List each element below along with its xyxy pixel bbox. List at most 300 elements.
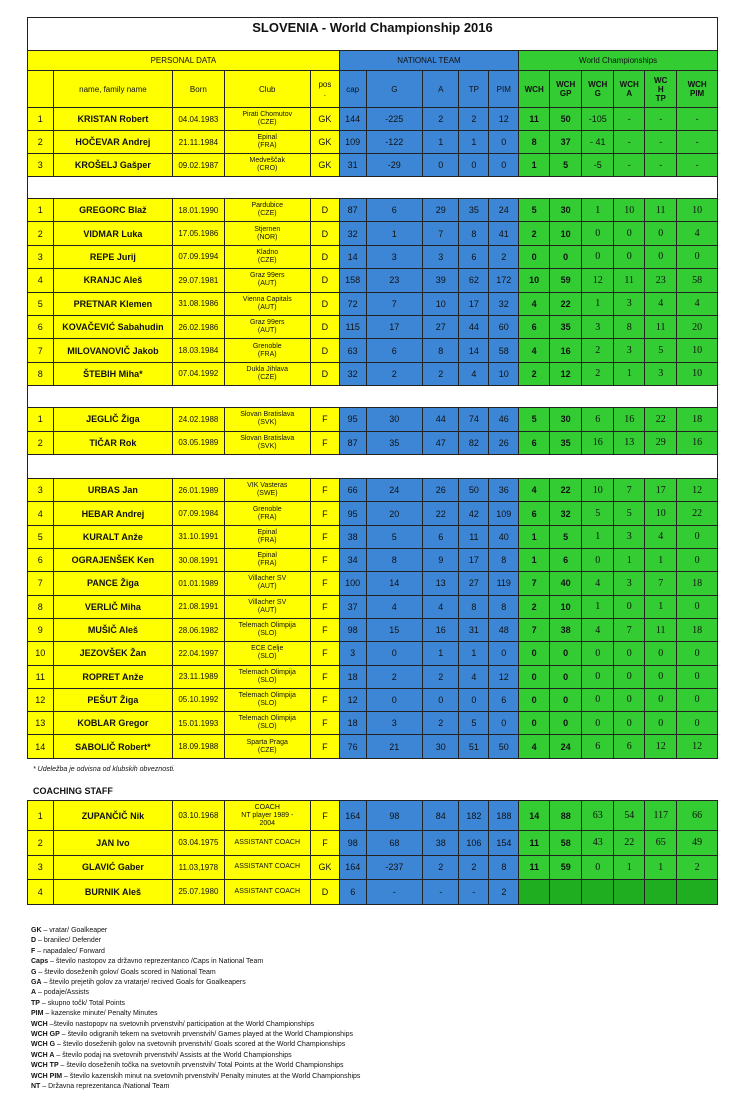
column-header-wpim: WCH PIM bbox=[677, 71, 718, 108]
cell-cap: 14 bbox=[339, 245, 366, 268]
title-row bbox=[28, 18, 718, 51]
cell-born: 01.01.1989 bbox=[173, 572, 224, 595]
player-row bbox=[28, 222, 718, 245]
cell-pim: 12 bbox=[489, 665, 519, 688]
column-header-a: A bbox=[423, 71, 459, 108]
legend-abbreviation: WCH G bbox=[31, 1041, 56, 1049]
cell-born: 07.04.1992 bbox=[173, 362, 224, 385]
cell-wch: 2 bbox=[519, 362, 550, 385]
cell-wtp: 22 bbox=[645, 408, 677, 432]
spacer-row bbox=[28, 177, 718, 199]
cell-g: -237 bbox=[366, 855, 423, 880]
legend-item bbox=[31, 1040, 360, 1050]
column-header-gp: WCH GP bbox=[550, 71, 582, 108]
cell-name: KOBLAR Gregor bbox=[53, 712, 173, 735]
cell-n: 8 bbox=[28, 595, 54, 618]
abbreviation-legend bbox=[31, 926, 360, 1093]
cell-wg: - 41 bbox=[582, 131, 614, 154]
legend-abbreviation: TP bbox=[31, 999, 40, 1007]
cell-pos: F bbox=[311, 735, 340, 758]
cell-wg: 1 bbox=[582, 595, 614, 618]
cell-born: 23.11.1989 bbox=[173, 665, 224, 688]
cell-born: 18.03.1984 bbox=[173, 339, 224, 362]
cell-n: 13 bbox=[28, 712, 54, 735]
cell-a: 0 bbox=[423, 688, 459, 711]
column-header-g: G bbox=[366, 71, 423, 108]
cell-wpim: 0 bbox=[677, 665, 718, 688]
cell-gp: 32 bbox=[550, 502, 582, 525]
cell-wch: 14 bbox=[519, 801, 550, 831]
cell-wch: 8 bbox=[519, 131, 550, 154]
player-row bbox=[28, 408, 718, 432]
cell-born: 15.01.1993 bbox=[173, 712, 224, 735]
cell-tp: 51 bbox=[459, 735, 489, 758]
cell-name: JEGLIČ Žiga bbox=[53, 408, 173, 432]
legend-description: – število doseženih golov/ Goals scored in National Team bbox=[36, 968, 216, 976]
cell-g: -29 bbox=[366, 154, 423, 177]
cell-cap: 164 bbox=[339, 855, 366, 880]
cell-club: Grenoble (FRA) bbox=[224, 502, 311, 525]
cell-wtp: - bbox=[645, 131, 677, 154]
cell-n: 6 bbox=[28, 549, 54, 572]
cell-tp: 1 bbox=[459, 131, 489, 154]
cell-wa: 3 bbox=[614, 572, 645, 595]
cell-wch: 7 bbox=[519, 572, 550, 595]
cell-g: 68 bbox=[366, 831, 423, 856]
cell-cap: 3 bbox=[339, 642, 366, 665]
legend-abbreviation: D bbox=[31, 937, 37, 945]
legend-abbreviation: WCH bbox=[31, 1020, 48, 1028]
cell-cap: 37 bbox=[339, 595, 366, 618]
cell-born: 30.08.1991 bbox=[173, 549, 224, 572]
cell-a: 4 bbox=[423, 595, 459, 618]
cell-gp: 16 bbox=[550, 339, 582, 362]
cell-born: 31.08.1986 bbox=[173, 292, 224, 315]
cell-tp: 2 bbox=[459, 855, 489, 880]
cell-n: 1 bbox=[28, 408, 54, 432]
cell-tp: 4 bbox=[459, 665, 489, 688]
legend-abbreviation: Caps bbox=[31, 958, 49, 966]
cell-club: Villacher SV (AUT) bbox=[224, 595, 311, 618]
cell-wtp: 0 bbox=[645, 642, 677, 665]
column-header-number bbox=[28, 71, 54, 108]
cell-name: VIDMAR Luka bbox=[53, 222, 173, 245]
legend-description: – Državna reprezentanca /National Team bbox=[40, 1083, 170, 1091]
legend-item bbox=[31, 968, 360, 978]
cell-wch: 11 bbox=[519, 855, 550, 880]
cell-wtp: 65 bbox=[645, 831, 677, 856]
cell-gp: 6 bbox=[550, 549, 582, 572]
cell-wg bbox=[582, 880, 614, 905]
cell-wg: 0 bbox=[582, 665, 614, 688]
cell-a: 6 bbox=[423, 525, 459, 548]
cell-wg: 0 bbox=[582, 222, 614, 245]
cell-born: 18.01.1990 bbox=[173, 199, 224, 222]
cell-cap: 76 bbox=[339, 735, 366, 758]
cell-g: 0 bbox=[366, 642, 423, 665]
cell-wa: 6 bbox=[614, 735, 645, 758]
cell-wa: 0 bbox=[614, 245, 645, 268]
cell-wch: 0 bbox=[519, 245, 550, 268]
cell-pos: F bbox=[311, 479, 340, 502]
cell-tp: 106 bbox=[459, 831, 489, 856]
cell-born: 29.07.1981 bbox=[173, 269, 224, 292]
player-row bbox=[28, 735, 718, 758]
cell-n: 1 bbox=[28, 108, 54, 131]
player-row bbox=[28, 502, 718, 525]
cell-a: 9 bbox=[423, 549, 459, 572]
cell-gp: 38 bbox=[550, 618, 582, 641]
cell-wch: 5 bbox=[519, 199, 550, 222]
player-row bbox=[28, 831, 718, 856]
cell-name: GLAVIĆ Gaber bbox=[53, 855, 173, 880]
cell-tp: 31 bbox=[459, 618, 489, 641]
cell-tp: 42 bbox=[459, 502, 489, 525]
cell-wa: 3 bbox=[614, 292, 645, 315]
cell-club: VIK Vasteras (SWE) bbox=[224, 479, 311, 502]
cell-wpim: 66 bbox=[677, 801, 718, 831]
cell-club: Pirati Chomutov (CZE) bbox=[224, 108, 311, 131]
spacer-cell bbox=[28, 455, 718, 479]
cell-name: OGRAJENŠEK Ken bbox=[53, 549, 173, 572]
legend-item bbox=[31, 1061, 360, 1071]
cell-a: 3 bbox=[423, 245, 459, 268]
player-row bbox=[28, 199, 718, 222]
cell-name: MILOVANOVIČ Jakob bbox=[53, 339, 173, 362]
cell-pos: GK bbox=[311, 154, 340, 177]
cell-wg: 4 bbox=[582, 618, 614, 641]
cell-born: 26.01.1989 bbox=[173, 479, 224, 502]
cell-wa: 54 bbox=[614, 801, 645, 831]
cell-n: 2 bbox=[28, 131, 54, 154]
cell-pos: GK bbox=[311, 131, 340, 154]
player-row bbox=[28, 154, 718, 177]
legend-description: – kazenske minute/ Penalty Minutes bbox=[43, 1010, 158, 1018]
cell-pos: D bbox=[311, 245, 340, 268]
cell-wtp: 11 bbox=[645, 618, 677, 641]
cell-tp: 182 bbox=[459, 801, 489, 831]
cell-tp: 44 bbox=[459, 315, 489, 338]
cell-pos: F bbox=[311, 549, 340, 572]
cell-wch: 11 bbox=[519, 831, 550, 856]
cell-wpim: 20 bbox=[677, 315, 718, 338]
player-row bbox=[28, 801, 718, 831]
cell-wg: 12 bbox=[582, 269, 614, 292]
cell-club: Telemach Olimpija (SLO) bbox=[224, 618, 311, 641]
cell-wg: 0 bbox=[582, 688, 614, 711]
cell-wa: 1 bbox=[614, 855, 645, 880]
cell-born: 24.02.1988 bbox=[173, 408, 224, 432]
cell-g: -122 bbox=[366, 131, 423, 154]
cell-pim: 154 bbox=[489, 831, 519, 856]
legend-abbreviation: A bbox=[31, 989, 37, 997]
cell-wch bbox=[519, 880, 550, 905]
cell-wtp: 4 bbox=[645, 525, 677, 548]
column-header-pim: PIM bbox=[489, 71, 519, 108]
legend-description: – napadalec/ Forward bbox=[35, 947, 105, 955]
cell-n: 12 bbox=[28, 688, 54, 711]
player-row bbox=[28, 688, 718, 711]
legend-abbreviation: WCH A bbox=[31, 1051, 55, 1059]
cell-born: 05.10.1992 bbox=[173, 688, 224, 711]
cell-born: 22.04.1997 bbox=[173, 642, 224, 665]
cell-tp: 0 bbox=[459, 688, 489, 711]
player-row bbox=[28, 572, 718, 595]
cell-wch: 0 bbox=[519, 642, 550, 665]
legend-description: – število doseženih golov na svetovnih prvenstvih/ Goals scored at the World Championships bbox=[55, 1041, 346, 1049]
cell-name: TIČAR Rok bbox=[53, 431, 173, 455]
cell-n: 10 bbox=[28, 642, 54, 665]
legend-item bbox=[31, 936, 360, 946]
cell-wa bbox=[614, 880, 645, 905]
cell-wg: 3 bbox=[582, 315, 614, 338]
legend-description: –število nastopopv na svetovnih prvenstvih/ participation at the World Championships bbox=[47, 1020, 315, 1028]
cell-pim: 32 bbox=[489, 292, 519, 315]
cell-wg: 16 bbox=[582, 431, 614, 455]
column-header-born: Born bbox=[173, 71, 224, 108]
cell-gp: 0 bbox=[550, 642, 582, 665]
cell-a: 44 bbox=[423, 408, 459, 432]
player-row bbox=[28, 525, 718, 548]
cell-g: 7 bbox=[366, 292, 423, 315]
cell-name: VERLIČ Miha bbox=[53, 595, 173, 618]
cell-n: 2 bbox=[28, 222, 54, 245]
cell-wa: - bbox=[614, 108, 645, 131]
cell-born: 26.02.1986 bbox=[173, 315, 224, 338]
cell-pos: D bbox=[311, 362, 340, 385]
legend-description: – število odigranih tekem na svetovnih prvenstvih/ Games played at the World Championships bbox=[59, 1031, 354, 1039]
cell-n: 7 bbox=[28, 572, 54, 595]
cell-gp: 5 bbox=[550, 154, 582, 177]
cell-wg: 43 bbox=[582, 831, 614, 856]
cell-wpim: 18 bbox=[677, 572, 718, 595]
cell-wch: 11 bbox=[519, 108, 550, 131]
cell-name: KROŠELJ Gašper bbox=[53, 154, 173, 177]
cell-g: 98 bbox=[366, 801, 423, 831]
column-header-name: name, family name bbox=[53, 71, 173, 108]
cell-wa: 1 bbox=[614, 549, 645, 572]
cell-wtp: 4 bbox=[645, 292, 677, 315]
cell-g: 15 bbox=[366, 618, 423, 641]
player-row bbox=[28, 855, 718, 880]
cell-name: PEŠUT Žiga bbox=[53, 688, 173, 711]
cell-wtp: 0 bbox=[645, 712, 677, 735]
cell-tp: 5 bbox=[459, 712, 489, 735]
cell-wg: 2 bbox=[582, 339, 614, 362]
column-header-cap: cap bbox=[339, 71, 366, 108]
cell-a: 13 bbox=[423, 572, 459, 595]
legend-abbreviation: GK bbox=[31, 927, 42, 934]
cell-a: 16 bbox=[423, 618, 459, 641]
cell-a: 1 bbox=[423, 131, 459, 154]
cell-wtp: - bbox=[645, 154, 677, 177]
cell-wtp: 29 bbox=[645, 431, 677, 455]
cell-wch: 6 bbox=[519, 502, 550, 525]
cell-tp: - bbox=[459, 880, 489, 905]
cell-pos: D bbox=[311, 222, 340, 245]
cell-wtp bbox=[645, 880, 677, 905]
cell-a: 0 bbox=[423, 154, 459, 177]
legend-description: – podaje/Assists bbox=[36, 989, 89, 997]
player-row bbox=[28, 131, 718, 154]
legend-abbreviation: WCH TP bbox=[31, 1062, 59, 1070]
cell-name: JEZOVŠEK Žan bbox=[53, 642, 173, 665]
cell-wtp: 12 bbox=[645, 735, 677, 758]
cell-wa: - bbox=[614, 154, 645, 177]
cell-g: 6 bbox=[366, 339, 423, 362]
cell-wg: 2 bbox=[582, 362, 614, 385]
cell-gp: 40 bbox=[550, 572, 582, 595]
cell-gp: 22 bbox=[550, 479, 582, 502]
cell-wa: 7 bbox=[614, 479, 645, 502]
legend-item bbox=[31, 1082, 360, 1092]
player-row bbox=[28, 315, 718, 338]
cell-wa: 1 bbox=[614, 362, 645, 385]
cell-cap: 144 bbox=[339, 108, 366, 131]
cell-wg: 1 bbox=[582, 525, 614, 548]
cell-pim: 0 bbox=[489, 642, 519, 665]
cell-name: URBAS Jan bbox=[53, 479, 173, 502]
player-row bbox=[28, 595, 718, 618]
cell-wpim: 0 bbox=[677, 712, 718, 735]
cell-wtp: 1 bbox=[645, 549, 677, 572]
cell-wa: 7 bbox=[614, 618, 645, 641]
cell-cap: 95 bbox=[339, 502, 366, 525]
cell-a: 8 bbox=[423, 339, 459, 362]
cell-wtp: - bbox=[645, 108, 677, 131]
cell-cap: 95 bbox=[339, 408, 366, 432]
cell-wg: 10 bbox=[582, 479, 614, 502]
legend-item bbox=[31, 999, 360, 1009]
column-header-row bbox=[28, 71, 718, 108]
cell-pos: F bbox=[311, 431, 340, 455]
cell-pim: 0 bbox=[489, 131, 519, 154]
cell-club: Graz 99ers (AUT) bbox=[224, 315, 311, 338]
legend-item bbox=[31, 1009, 360, 1019]
cell-pos: F bbox=[311, 801, 340, 831]
cell-wa: 3 bbox=[614, 525, 645, 548]
cell-wg: 5 bbox=[582, 502, 614, 525]
cell-club: Telemach Olimpija (SLO) bbox=[224, 712, 311, 735]
cell-n: 8 bbox=[28, 362, 54, 385]
cell-cap: 63 bbox=[339, 339, 366, 362]
cell-wpim: 10 bbox=[677, 362, 718, 385]
legend-description: – število nastopov za državno reprezentanco /Caps in National Team bbox=[48, 958, 264, 966]
cell-n: 3 bbox=[28, 855, 54, 880]
cell-name: GREGORC Blaž bbox=[53, 199, 173, 222]
cell-born: 21.11.1984 bbox=[173, 131, 224, 154]
cell-pim: 8 bbox=[489, 549, 519, 572]
cell-g: 14 bbox=[366, 572, 423, 595]
section-header-row bbox=[28, 51, 718, 71]
cell-wpim: 0 bbox=[677, 688, 718, 711]
cell-wa: 3 bbox=[614, 339, 645, 362]
cell-pim: 0 bbox=[489, 154, 519, 177]
cell-tp: 50 bbox=[459, 479, 489, 502]
legend-item bbox=[31, 1072, 360, 1082]
cell-club: Epinal (FRA) bbox=[224, 131, 311, 154]
cell-born: 04.04.1983 bbox=[173, 108, 224, 131]
coaching-staff-title: COACHING STAFF bbox=[33, 786, 113, 796]
legend-description: – branilec/ Defender bbox=[36, 937, 102, 945]
footnote: * Udeležba je odvisna od klubskih obveznosti. bbox=[33, 766, 176, 773]
player-row bbox=[28, 665, 718, 688]
cell-tp: 82 bbox=[459, 431, 489, 455]
cell-wch: 0 bbox=[519, 688, 550, 711]
cell-n: 6 bbox=[28, 315, 54, 338]
cell-gp: 0 bbox=[550, 712, 582, 735]
cell-club: Dukla Jihlava (CZE) bbox=[224, 362, 311, 385]
player-row bbox=[28, 245, 718, 268]
cell-pos: D bbox=[311, 269, 340, 292]
cell-pos: D bbox=[311, 292, 340, 315]
cell-gp: 12 bbox=[550, 362, 582, 385]
cell-pos: F bbox=[311, 831, 340, 856]
cell-a: 2 bbox=[423, 855, 459, 880]
cell-wpim: 0 bbox=[677, 525, 718, 548]
cell-wa: 0 bbox=[614, 665, 645, 688]
cell-tp: 62 bbox=[459, 269, 489, 292]
cell-club: Villacher SV (AUT) bbox=[224, 572, 311, 595]
cell-cap: 87 bbox=[339, 431, 366, 455]
cell-cap: 32 bbox=[339, 362, 366, 385]
cell-wch: 1 bbox=[519, 154, 550, 177]
cell-name: PANCE Žiga bbox=[53, 572, 173, 595]
cell-wtp: 1 bbox=[645, 855, 677, 880]
cell-g: 2 bbox=[366, 665, 423, 688]
cell-cap: 34 bbox=[339, 549, 366, 572]
cell-name: KRISTAN Robert bbox=[53, 108, 173, 131]
roster-table bbox=[27, 17, 718, 759]
cell-name: HOČEVAR Andrej bbox=[53, 131, 173, 154]
legend-abbreviation: GA bbox=[31, 979, 42, 987]
cell-pim: 41 bbox=[489, 222, 519, 245]
cell-cap: 87 bbox=[339, 199, 366, 222]
legend-description: – skupno točk/ Total Points bbox=[39, 999, 126, 1007]
cell-wa: 11 bbox=[614, 269, 645, 292]
cell-gp: 59 bbox=[550, 269, 582, 292]
cell-n: 14 bbox=[28, 735, 54, 758]
cell-wa: 13 bbox=[614, 431, 645, 455]
cell-g: 5 bbox=[366, 525, 423, 548]
cell-wch: 4 bbox=[519, 479, 550, 502]
cell-name: KOVAČEVIĆ Sabahudin bbox=[53, 315, 173, 338]
cell-wtp: 10 bbox=[645, 502, 677, 525]
cell-wpim: 49 bbox=[677, 831, 718, 856]
cell-cap: 98 bbox=[339, 831, 366, 856]
player-row bbox=[28, 269, 718, 292]
cell-club: ASSISTANT COACH bbox=[224, 855, 311, 880]
cell-club: Kladno (CZE) bbox=[224, 245, 311, 268]
cell-gp: 37 bbox=[550, 131, 582, 154]
cell-g: 2 bbox=[366, 362, 423, 385]
column-header-wtp: WC H TP bbox=[645, 71, 677, 108]
player-row bbox=[28, 618, 718, 641]
cell-tp: 17 bbox=[459, 292, 489, 315]
legend-abbreviation: PIM bbox=[31, 1010, 44, 1018]
legend-abbreviation: F bbox=[31, 947, 36, 955]
cell-born: 28.06.1982 bbox=[173, 618, 224, 641]
cell-name: ZUPANČIČ Nik bbox=[53, 801, 173, 831]
legend-item bbox=[31, 1020, 360, 1030]
cell-n: 4 bbox=[28, 269, 54, 292]
cell-pim: 188 bbox=[489, 801, 519, 831]
cell-tp: 6 bbox=[459, 245, 489, 268]
cell-wpim: 10 bbox=[677, 339, 718, 362]
cell-pim: 48 bbox=[489, 618, 519, 641]
cell-cap: 158 bbox=[339, 269, 366, 292]
cell-wa: 0 bbox=[614, 712, 645, 735]
